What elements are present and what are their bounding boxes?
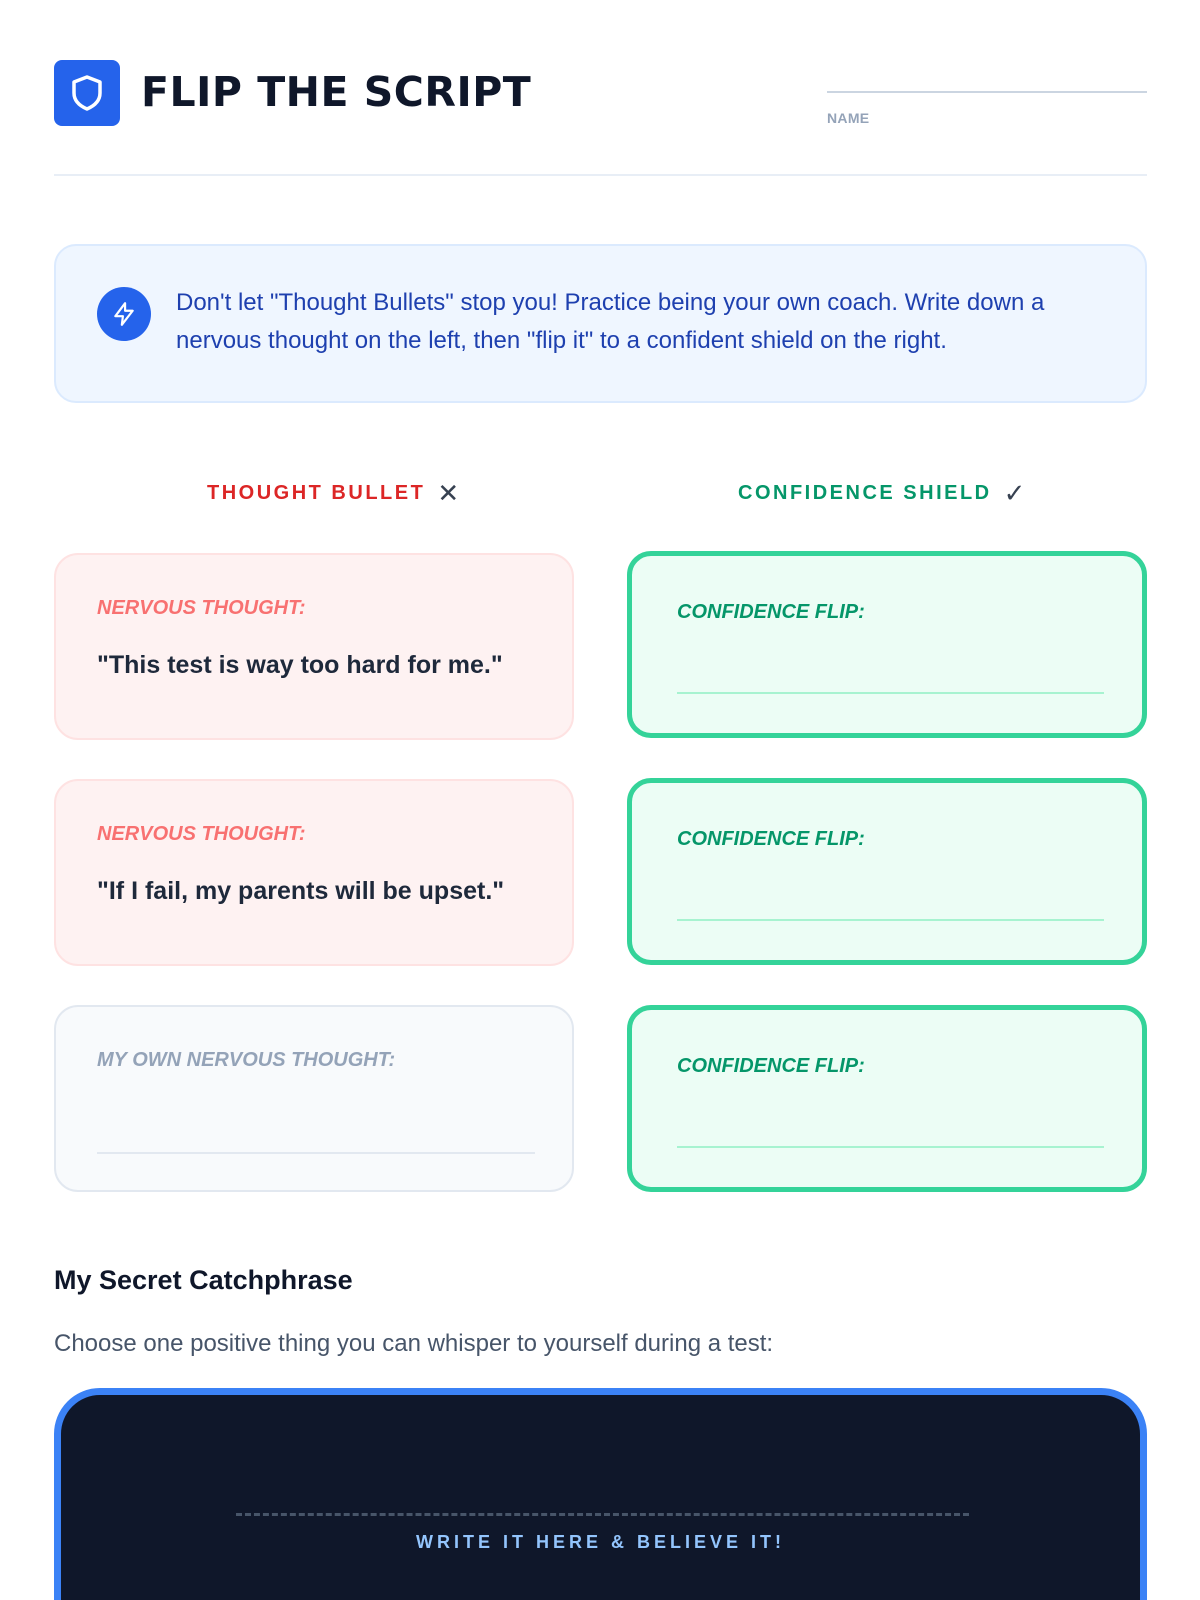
thought-bullet-label: THOUGHT BULLET	[207, 482, 426, 504]
confidence-flip-label: CONFIDENCE FLIP:	[677, 601, 865, 623]
nervous-thought-text: "This test is way too hard for me."	[97, 651, 503, 679]
name-label: NAME	[827, 110, 870, 126]
thought-bullet-header	[207, 478, 459, 509]
instructions-box	[54, 244, 1147, 403]
catchphrase-prompt: WRITE IT HERE & BELIEVE IT!	[415, 1532, 785, 1552]
worksheet-header	[54, 60, 1147, 176]
confidence-flip-card	[627, 551, 1147, 738]
nervous-thought-text: "If I fail, my parents will be upset."	[97, 877, 505, 905]
own-nervous-thought-label: MY OWN NERVOUS THOUGHT:	[97, 1049, 396, 1071]
confidence-shield-header	[738, 478, 1025, 509]
own-nervous-thought-answer-line[interactable]	[97, 1152, 535, 1154]
lightning-icon	[97, 287, 151, 341]
nervous-thought-label: NERVOUS THOUGHT:	[97, 823, 306, 845]
confidence-flip-card	[627, 778, 1147, 965]
own-nervous-thought-card	[54, 1005, 574, 1192]
catchphrase-box	[54, 1388, 1147, 1600]
confidence-flip-answer-line[interactable]	[677, 919, 1104, 921]
confidence-shield-label: CONFIDENCE SHIELD	[738, 482, 992, 504]
confidence-flip-card	[627, 1005, 1147, 1192]
logo-badge	[54, 60, 120, 126]
confidence-flip-answer-line[interactable]	[677, 692, 1104, 694]
cross-icon: ✕	[437, 478, 460, 508]
confidence-flip-answer-line[interactable]	[677, 1146, 1104, 1148]
nervous-thought-card	[54, 779, 574, 966]
nervous-thought-card	[54, 553, 574, 740]
confidence-flip-label: CONFIDENCE FLIP:	[677, 1055, 865, 1077]
shield-icon	[70, 74, 104, 112]
nervous-thought-label: NERVOUS THOUGHT:	[97, 597, 306, 619]
instructions-text: Don't let "Thought Bullets" stop you! Practice being your own coach. Write down a nervous thought on the left, then "flip it" to a confident shield on the right.	[176, 289, 1045, 354]
name-field[interactable]	[827, 91, 1147, 93]
catchphrase-answer-line[interactable]	[236, 1513, 969, 1516]
catchphrase-title: My Secret Catchphrase	[54, 1265, 353, 1295]
page-title: FLIP THE SCRIPT	[141, 68, 532, 116]
confidence-flip-label: CONFIDENCE FLIP:	[677, 828, 865, 850]
check-icon: ✓	[1003, 478, 1026, 508]
catchphrase-description: Choose one positive thing you can whisper to yourself during a test:	[54, 1330, 774, 1357]
